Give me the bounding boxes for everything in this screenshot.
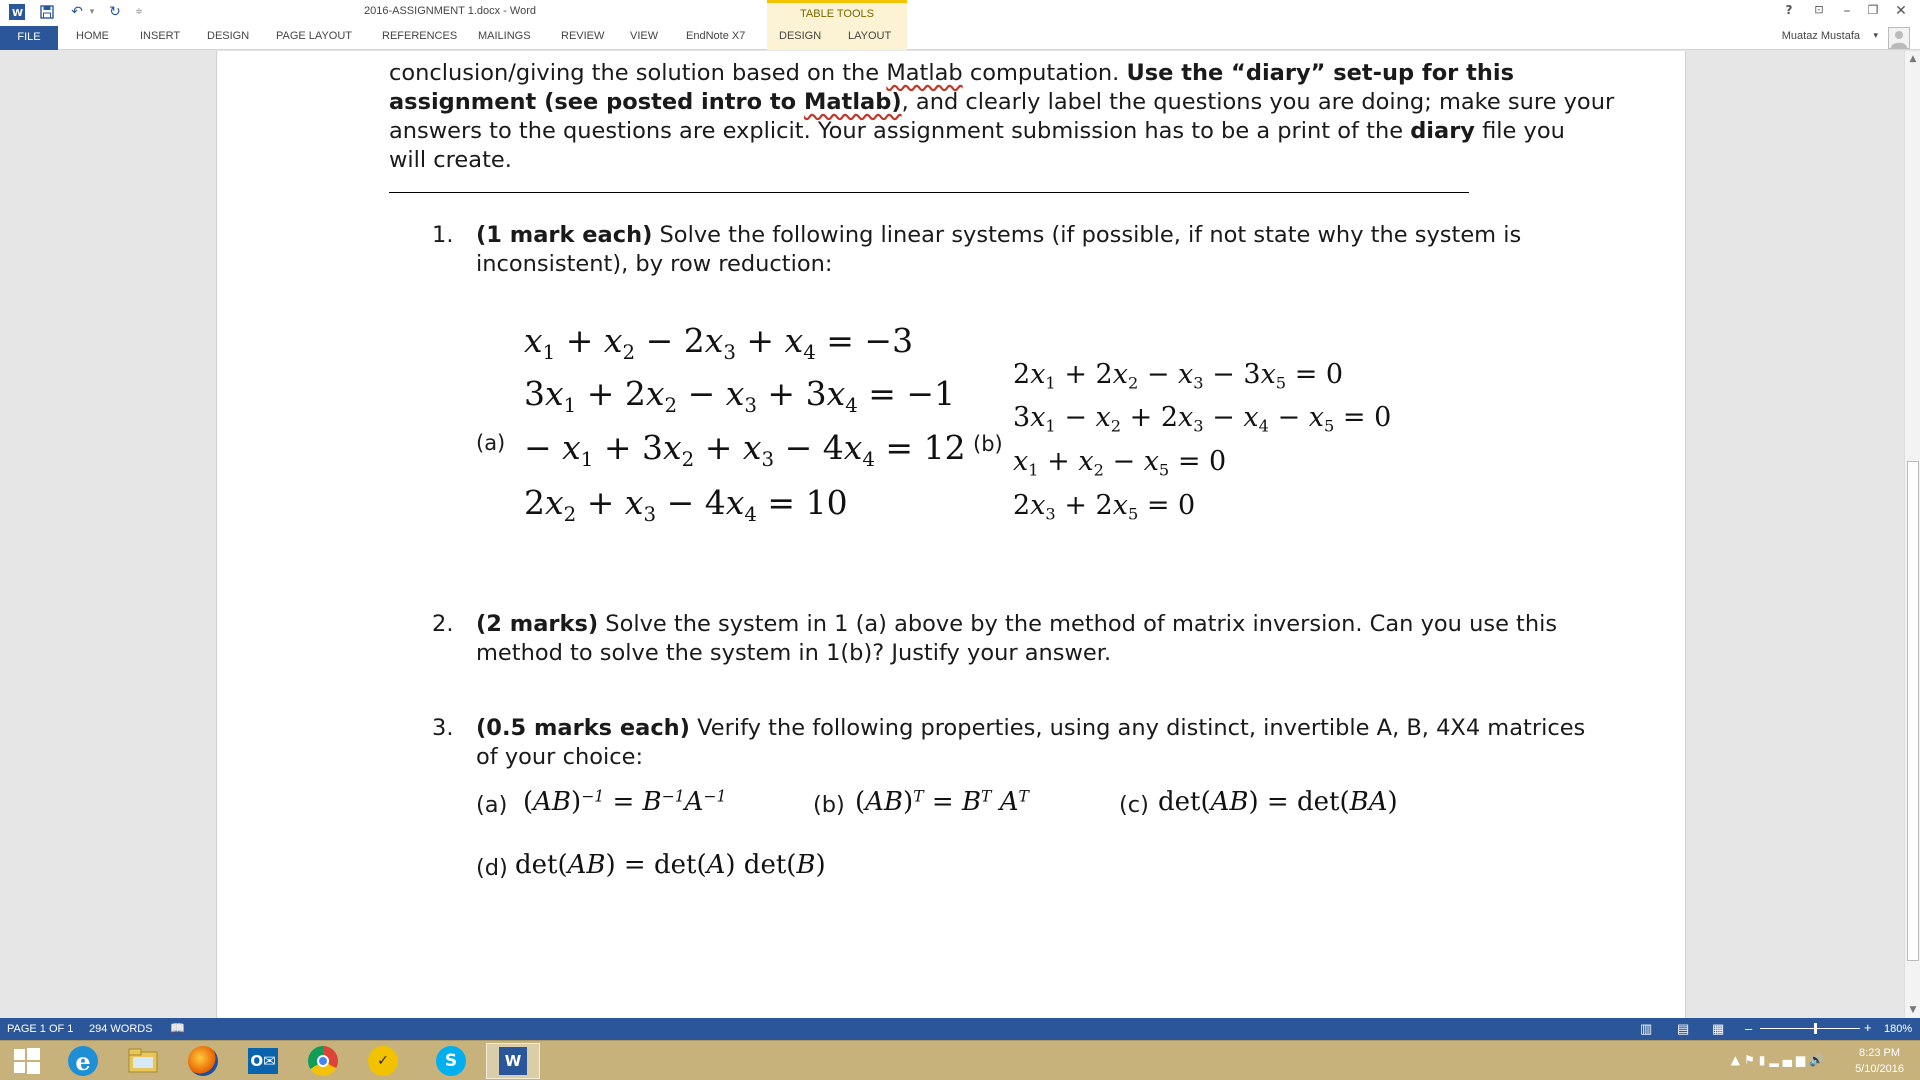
taskbar-internet-explorer[interactable] bbox=[56, 1043, 110, 1079]
taskbar-word[interactable] bbox=[486, 1043, 540, 1079]
taskbar bbox=[0, 1040, 1920, 1080]
title-bar bbox=[0, 0, 1920, 26]
ribbon-tabs bbox=[0, 26, 1920, 50]
system-b-eq-2: $3x_1 - x_2 + 2x_3 - x_4 - x_5 = 0$ bbox=[1013, 402, 1392, 436]
horizontal-rule bbox=[389, 192, 1469, 193]
q3-prop-a: $(AB)^{-1} = B^{-1}A^{-1}$ bbox=[523, 787, 727, 817]
tab-view[interactable]: VIEW bbox=[630, 30, 659, 42]
svg-text:W: W bbox=[12, 8, 24, 19]
q3-prop-c: det(AB) = det(BA) bbox=[1158, 787, 1398, 817]
intro-line-2: assignment (see posted intro to Matlab), and clearly label the questions you are doing; make sure your bbox=[389, 89, 1615, 115]
tab-endnote[interactable]: EndNote X7 bbox=[686, 30, 746, 42]
vertical-scrollbar[interactable] bbox=[1904, 51, 1920, 1018]
zoom-slider[interactable] bbox=[1760, 1028, 1860, 1029]
redo-icon[interactable]: ↻ bbox=[109, 4, 121, 20]
tab-mailings[interactable]: MAILINGS bbox=[478, 30, 531, 42]
system-tray[interactable] bbox=[1731, 1053, 1828, 1067]
zoom-in-icon[interactable]: + bbox=[1864, 1020, 1872, 1035]
taskbar-chrome[interactable] bbox=[296, 1043, 350, 1079]
system-a-eq-3: − $x_1 + 3x_2 + x_3 - 4x_4 = 12$ bbox=[524, 428, 966, 471]
document-area bbox=[0, 51, 1904, 1018]
q1-label-b: (b) bbox=[973, 432, 1003, 456]
system-b-eq-3: $x_1 + x_2 - x_5 = 0$ bbox=[1013, 446, 1227, 480]
tab-design[interactable]: DESIGN bbox=[207, 30, 250, 42]
ribbon-display-icon[interactable]: ⊡ bbox=[1814, 3, 1824, 16]
q3-line-1: (0.5 marks each) Verify the following properties, using any distinct, invertible A, B, 4X4 matrices bbox=[476, 715, 1586, 741]
taskbar-file-explorer[interactable] bbox=[116, 1043, 170, 1079]
taskbar-skype[interactable] bbox=[424, 1043, 478, 1079]
taskbar-firefox[interactable] bbox=[176, 1043, 230, 1079]
user-name[interactable]: Muataz Mustafa bbox=[1781, 30, 1860, 42]
zoom-out-icon[interactable]: – bbox=[1745, 1021, 1753, 1036]
word-app-icon[interactable] bbox=[6, 2, 28, 22]
tray-network-icon[interactable]: ▮ bbox=[1758, 1053, 1770, 1067]
tab-references[interactable]: REFERENCES bbox=[382, 30, 458, 42]
customize-qat-icon[interactable]: ≑ bbox=[135, 7, 143, 17]
intro-line-3: answers to the questions are explicit. Your assignment submission has to be a print of the diary file you bbox=[389, 118, 1565, 144]
print-layout-icon[interactable]: ▤ bbox=[1677, 1021, 1690, 1036]
undo-dropdown-icon[interactable]: ▾ bbox=[89, 7, 95, 17]
close-icon[interactable]: ✕ bbox=[1895, 3, 1907, 19]
table-tools-header: TABLE TOOLS bbox=[767, 0, 907, 26]
tray-antivirus-icon[interactable]: ⚑ bbox=[1743, 1053, 1759, 1067]
window-title: 2016-ASSIGNMENT 1.docx - Word bbox=[364, 5, 536, 17]
word-icon: W bbox=[499, 1047, 527, 1075]
windows-icon bbox=[13, 1047, 41, 1075]
help-icon[interactable]: ? bbox=[1785, 3, 1793, 17]
q1-number: 1. bbox=[432, 222, 454, 248]
chrome-icon bbox=[308, 1046, 338, 1076]
tab-table-design[interactable]: DESIGN bbox=[779, 30, 822, 42]
web-layout-icon[interactable]: ▦ bbox=[1712, 1021, 1725, 1036]
skype-icon: S bbox=[436, 1046, 466, 1076]
system-a-eq-4: $2x_2 + x_3 - 4x_4 = 10$ bbox=[524, 483, 848, 526]
tab-page-layout[interactable]: PAGE LAYOUT bbox=[276, 30, 353, 42]
zoom-level[interactable]: 180% bbox=[1884, 1023, 1913, 1035]
tab-table-layout[interactable]: LAYOUT bbox=[848, 30, 892, 42]
system-a-eq-1: $x_1 + x_2 - 2x_3 + x_4 = -3$ bbox=[524, 321, 914, 364]
system-b-eq-4: $2x_3 + 2x_5 = 0$ bbox=[1013, 490, 1196, 524]
start-button[interactable] bbox=[0, 1043, 54, 1079]
tab-review[interactable]: REVIEW bbox=[561, 30, 605, 42]
read-mode-icon[interactable]: ▥ bbox=[1640, 1021, 1653, 1036]
q3-prop-d: det(AB) = det(A) det(B) bbox=[515, 850, 826, 880]
undo-icon[interactable]: ↶ bbox=[71, 4, 83, 20]
taskbar-norton[interactable] bbox=[356, 1043, 410, 1079]
internet-explorer-icon: e bbox=[68, 1046, 98, 1076]
word-count[interactable]: 294 WORDS bbox=[89, 1023, 153, 1035]
system-b-eq-1: $2x_1 + 2x_2 - x_3 - 3x_5 = 0$ bbox=[1013, 359, 1344, 393]
q1-line-2: inconsistent), by row reduction: bbox=[476, 251, 833, 277]
outlook-icon: O✉ bbox=[248, 1048, 278, 1074]
q2-line-2: method to solve the system in 1(b)? Justify your answer. bbox=[476, 640, 1112, 666]
status-bar bbox=[0, 1018, 1920, 1040]
tab-home[interactable]: HOME bbox=[76, 30, 109, 42]
proofing-icon[interactable]: 📖 bbox=[170, 1021, 185, 1035]
clock-date: 5/10/2016 bbox=[1855, 1063, 1904, 1075]
system-a-eq-2: $3x_1 + 2x_2 - x_3 + 3x_4 = -1$ bbox=[524, 374, 956, 417]
avatar[interactable] bbox=[1888, 27, 1910, 49]
minimize-icon[interactable]: – bbox=[1843, 3, 1851, 19]
scroll-down-icon[interactable]: ▼ bbox=[1909, 1005, 1917, 1015]
taskbar-outlook[interactable] bbox=[236, 1043, 290, 1079]
tray-volume-icon[interactable]: 🔊 bbox=[1809, 1053, 1828, 1067]
document-page[interactable] bbox=[216, 51, 1686, 1018]
restore-icon[interactable]: ❐ bbox=[1867, 3, 1879, 17]
clock-time: 8:23 PM bbox=[1859, 1047, 1901, 1059]
clock[interactable] bbox=[1855, 1045, 1904, 1077]
q1-label-a: (a) bbox=[476, 431, 506, 455]
page-count[interactable]: PAGE 1 OF 1 bbox=[7, 1023, 74, 1035]
folder-icon bbox=[128, 1048, 158, 1074]
scroll-up-icon[interactable]: ▲ bbox=[1909, 54, 1917, 64]
q3-label-c: (c) bbox=[1119, 792, 1149, 818]
intro-line-1: conclusion/giving the solution based on the Matlab computation. Use the “diary” set-up for this bbox=[389, 60, 1514, 86]
q1-line-1: (1 mark each) Solve the following linear systems (if possible, if not state why the system is bbox=[476, 222, 1522, 248]
tab-file[interactable]: FILE bbox=[0, 26, 58, 50]
q3-line-2: of your choice: bbox=[476, 744, 644, 770]
firefox-icon bbox=[188, 1046, 218, 1076]
tab-insert[interactable]: INSERT bbox=[140, 30, 181, 42]
q3-label-d: (d) bbox=[476, 855, 508, 881]
q3-label-b: (b) bbox=[813, 792, 845, 818]
save-icon[interactable] bbox=[36, 2, 58, 22]
tray-expand-icon[interactable]: ▲ bbox=[1730, 1053, 1744, 1067]
intro-line-4: will create. bbox=[389, 147, 512, 173]
scroll-thumb[interactable] bbox=[1907, 461, 1919, 961]
zoom-slider-thumb[interactable] bbox=[1814, 1023, 1817, 1034]
q2-line-1: (2 marks) Solve the system in 1 (a) above by the method of matrix inversion. Can you use this bbox=[476, 611, 1558, 637]
norton-icon: ✓ bbox=[368, 1046, 398, 1076]
table-tools-tabs bbox=[767, 26, 907, 50]
tray-signal-icon[interactable]: ▂▄▆ bbox=[1769, 1053, 1810, 1067]
q3-prop-b: $(AB)^T = B^T$ $A^T$ bbox=[855, 787, 1029, 817]
q3-number: 3. bbox=[432, 715, 454, 741]
q3-label-a: (a) bbox=[476, 792, 508, 818]
user-dropdown-icon[interactable]: ▾ bbox=[1873, 30, 1878, 40]
q2-number: 2. bbox=[432, 611, 454, 637]
